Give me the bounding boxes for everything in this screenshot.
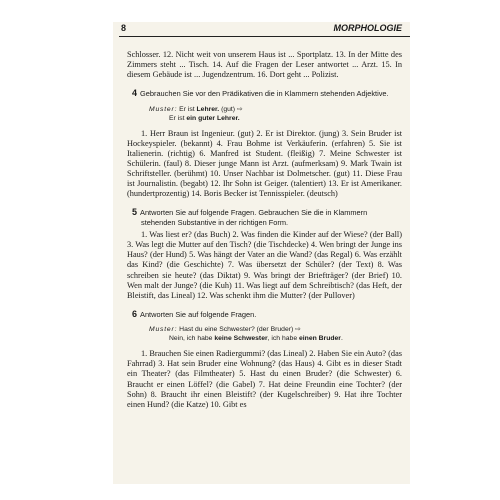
- task-6-heading: [127, 310, 402, 319]
- muster-question: Er ist: [179, 105, 197, 113]
- task-instruction: Antworten Sie auf folgende Fragen. Gebrauchen Sie die in Klammern stehenden Substantive in der richtigen Form.: [140, 208, 368, 227]
- section-title: MORPHOLOGIE: [333, 23, 402, 33]
- muster-answer-bold: keine Schwester: [214, 335, 268, 343]
- header-rule: [119, 36, 410, 37]
- page-header: [113, 22, 410, 40]
- task-number: 4: [132, 88, 138, 99]
- muster-answer-bold-2: einen Bruder: [299, 335, 341, 343]
- muster-answer-bold: ein guter Lehrer.: [186, 114, 240, 122]
- book-page: [113, 22, 410, 484]
- muster-answer: Er ist: [169, 114, 187, 122]
- page-number: 8: [121, 23, 127, 33]
- muster-answer-mid: , ich habe: [267, 335, 299, 343]
- task-5-exercise: 1. Was liest er? (das Buch) 2. Was finden die Kinder auf der Wiese? (der Ball) 3. Was legt die Mutter auf den Tisch? (die Tischdecke) 4. Wen bringt der Junge ins Haus? (der Hund) 5. Was hängt der Vater an die Wand? (das Regal) 6. Was erzählt das Kind? (die Geschichte) 7. Was übersetzt der Schüler? (der Text) 8. Was schreiben sie heute? (das Diktat) 9. Was bringt der Briefträger? (der Brief) 10. Wen malt der Junge? (die Kuh) 11. Was liegt auf dem Schreibtisch? (das Heft, der Bleistift, das Lineal) 12. Was schenkt ihm die Mutter? (der Pullover): [127, 230, 402, 300]
- task-5-heading: [127, 208, 402, 227]
- muster-answer-end: .: [340, 335, 343, 343]
- task-instruction: Antworten Sie auf folgende Fragen.: [140, 309, 257, 319]
- task-6-example: [149, 325, 402, 343]
- muster-hint: (gut) ⇨: [219, 105, 243, 113]
- task-number: 5: [132, 207, 138, 218]
- intro-paragraph: Schlosser. 12. Nicht weit von unserem Haus ist ... Sportplatz. 13. In der Mitte des Zimmers steht ... Tisch. 14. Auf die Fragen der Leser antwortet ... Arzt. 15. In diesem Gebäude ist ... Jugendzentrum. 16. Dort geht ... Polizist.: [127, 50, 402, 80]
- muster-question: Hast du eine Schwester? (der Bruder) ⇨: [179, 326, 301, 334]
- muster-label: Muster:: [149, 326, 178, 334]
- task-4-heading: [127, 89, 402, 98]
- muster-question-bold: Lehrer.: [196, 105, 220, 113]
- task-6-exercise: 1. Brauchen Sie einen Radiergummi? (das Lineal) 2. Haben Sie ein Auto? (das Fahrrad) 3. Hat sein Bruder eine Wohnung? (das Haus) 4. Gibt es in dieser Stadt ein Theater? (das Filmtheater) 5. Hast du einen Bruder? (die Schwester) 6. Braucht er einen Löffel? (die Gabel) 7. Hat deine Freundin eine Tochter? (der Sohn) 8. Braucht ihr einen Bleistift? (der Kugelschreiber) 9. Hat ihre Tochter einen Hund? (die Katze) 10. Gibt es: [127, 349, 402, 409]
- page-content: [127, 50, 402, 410]
- task-instruction: Gebrauchen Sie vor den Prädikativen die in Klammern stehenden Adjektive.: [140, 89, 389, 99]
- task-4-exercise: 1. Herr Braun ist Ingenieur. (gut) 2. Er ist Direktor. (jung) 3. Sein Bruder ist Hockeyspieler. (bekannt) 4. Frau Bohme ist Verkäuferin. (erfahren) 5. Sie ist Italienerin. (richtig) 6. Manfred ist Student. (fleißig) 7. Meine Schwester ist Schülerin. (faul) 8. Dieser junge Mann ist Arzt. (aufmerksam) 9. Mark Twain ist Schriftsteller. (berühmt) 10. Unser Nachbar ist Dolmetscher. (gut) 11. Diese Frau ist Journalistin. (begabt) 12. Ihr Sohn ist Geiger. (talentiert) 13. Er ist Amerikaner. (hundertprozentig) 14. Boris Becker ist Tennisspieler. (deutsch): [127, 128, 402, 199]
- task-4-example: [149, 105, 402, 123]
- task-number: 6: [132, 308, 138, 319]
- muster-answer: Nein, ich habe: [169, 335, 215, 343]
- muster-label: Muster:: [149, 105, 178, 113]
